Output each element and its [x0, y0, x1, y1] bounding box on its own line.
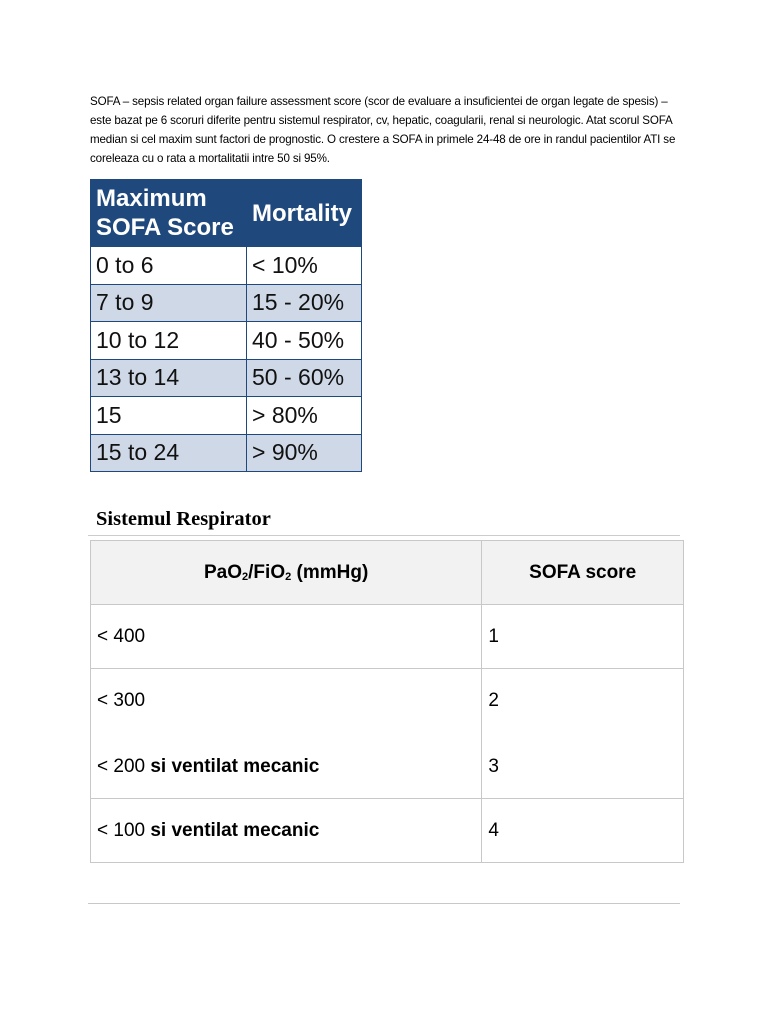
- score-cell: [482, 799, 684, 863]
- threshold-cell: [91, 799, 482, 863]
- score-cell: 0 to 6: [91, 247, 247, 285]
- mortality-table: [90, 179, 362, 472]
- header-pao: PaO: [204, 561, 243, 583]
- section-divider: [88, 535, 680, 536]
- score-cell: 15: [91, 397, 247, 435]
- header-fio: /FiO: [248, 561, 286, 583]
- respiratory-table-header: [91, 541, 684, 605]
- score-value: 1: [488, 625, 499, 647]
- table-row: [91, 359, 362, 397]
- threshold-value-ventilated: [97, 756, 475, 778]
- table-row: [91, 799, 684, 863]
- ventilated-label: si ventilat mecanic: [150, 755, 320, 777]
- mortality-cell: 40 - 50%: [247, 322, 362, 360]
- header-sofa-score: SOFA score: [482, 541, 684, 605]
- score-cell: 10 to 12: [91, 322, 247, 360]
- bottom-divider: [88, 903, 680, 904]
- mortality-cell: > 90%: [247, 434, 362, 472]
- threshold-value: < 400: [97, 625, 146, 647]
- threshold-value: < 300: [97, 689, 146, 711]
- table-row: [91, 284, 362, 322]
- header-mortality: Mortality: [247, 180, 362, 247]
- table-row: [91, 247, 362, 285]
- score-value: 4: [488, 819, 499, 841]
- intro-paragraph: SOFA – sepsis related organ failure assessment score (scor de evaluare a insuficientei de organ legate de spesis) – este bazat pe 6 scoruri diferite pentru sistemul respirator, cv, hepatic, coagularii, renal si neurologic. Atat scorul SOFA median si cel maxim sunt factori de prognostic. O crestere a SOFA in primele 24-48 de ore in randul pacientilor ATI se coreleaza cu o rata a mortalitatii intre 50 si 95%.: [90, 95, 676, 165]
- score-cell: [482, 669, 684, 799]
- score-cell: 15 to 24: [91, 434, 247, 472]
- table-row: [91, 605, 684, 669]
- ventilated-label: si ventilat mecanic: [150, 819, 320, 841]
- threshold-cell: [91, 605, 482, 669]
- header-pao2-fio2: [91, 541, 482, 605]
- mortality-cell: < 10%: [247, 247, 362, 285]
- threshold-value: < 100: [97, 819, 146, 841]
- header-max-line2: SOFA Score: [96, 214, 234, 241]
- header-sub-2b: 2: [285, 570, 292, 583]
- score-value: 2: [488, 689, 499, 711]
- header-unit: (mmHg): [291, 561, 369, 583]
- section-title-respirator: Sistemul Respirator: [96, 508, 271, 530]
- table-row: [91, 669, 684, 799]
- header-max-sofa-score: [91, 180, 247, 247]
- header-sub-2: 2: [242, 570, 249, 583]
- score-cell: 7 to 9: [91, 284, 247, 322]
- mortality-cell: 50 - 60%: [247, 359, 362, 397]
- mortality-table-header: [91, 180, 362, 247]
- header-max-line1: Maximum: [96, 185, 207, 212]
- score-cell: [482, 605, 684, 669]
- threshold-value: < 200: [97, 755, 146, 777]
- mortality-cell: > 80%: [247, 397, 362, 435]
- threshold-cell: [91, 669, 482, 799]
- table-row: [91, 397, 362, 435]
- score-value: 3: [488, 755, 499, 777]
- respiratory-sofa-table: [90, 540, 684, 863]
- score-cell: 13 to 14: [91, 359, 247, 397]
- mortality-cell: 15 - 20%: [247, 284, 362, 322]
- table-row: [91, 322, 362, 360]
- threshold-value-ventilated: [97, 820, 475, 842]
- table-row: [91, 434, 362, 472]
